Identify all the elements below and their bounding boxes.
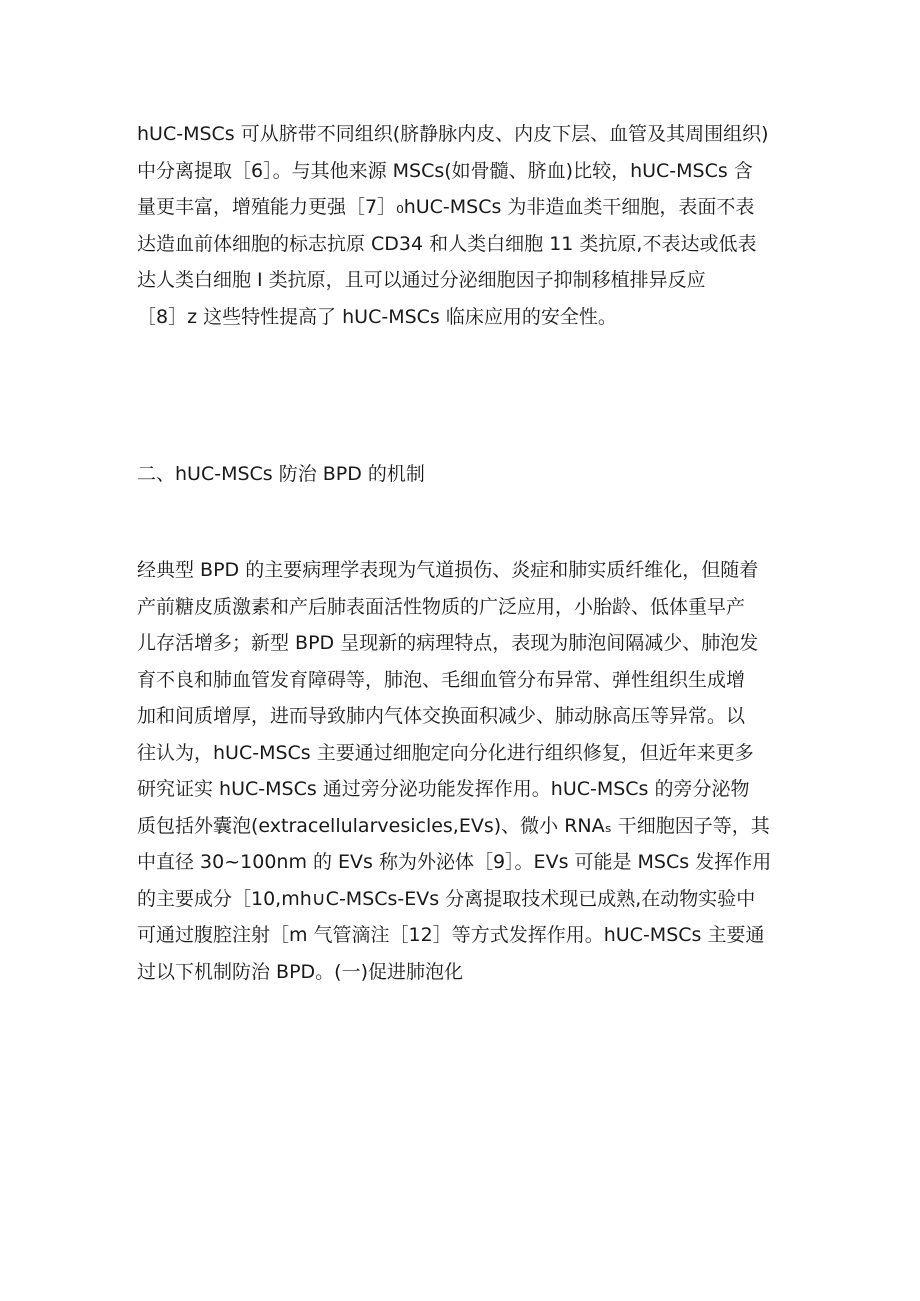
text-line: 产前糖皮质激素和产后肺表面活性物质的广泛应用，小胎龄、低体重早产: [137, 595, 746, 618]
text-line: 可通过腹腔注射［m 气管滴注［12］等方式发挥作用。hUC-MSCs 主要通: [137, 924, 765, 946]
text-line: 研究证实 hUC-MSCs 通过旁分泌功能发挥作用。hUC-MSCs 的旁分泌物: [137, 778, 750, 800]
text-line: 中分离提取［6］。与其他来源 MSCs(如骨髓、脐血)比较，hUC-MSCs 含: [137, 159, 753, 182]
text-line: 往认为，hUC-MSCs 主要通过细胞定向分化进行组织修复，但近年来更多: [137, 741, 754, 764]
section-heading: 二、hUC-MSCs 防治 BPD 的机制: [137, 463, 425, 485]
text-line: 的主要成分［10,mh∪C-MSCs-EVs 分离提取技术现已成熟,在动物实验中: [137, 887, 756, 910]
text-line: 中直径 30~100nm 的 EVs 称为外泌体［9］。EVs 可能是 MSCs 发挥作用: [137, 851, 772, 873]
text-line: hUC-MSCs 可从脐带不同组织(脐静脉内皮、内皮下层、血管及其周围组织): [137, 123, 769, 145]
text-line: 育不良和肺血管发育障碍等，肺泡、毛细血管分布异常、弹性组织生成增: [137, 668, 746, 691]
text-line: 加和间质增厚，进而导致肺内气体交换面积减少、肺动脉高压等异常。以: [137, 705, 746, 727]
text-line: ［8］z 这些特性提高了 hUC-MSCs 临床应用的安全性。: [137, 305, 617, 328]
text-line: 儿存活增多；新型 BPD 呈现新的病理特点，表现为肺泡间隔减少、肺泡发: [137, 632, 759, 654]
text-line: 过以下机制防治 BPD。(一)促进肺泡化: [137, 960, 463, 983]
text-line: 经典型 BPD 的主要病理学表现为气道损伤、炎症和肺实质纤维化，但随着: [137, 559, 759, 581]
text-line: 质包括外囊泡(extracellularvesicles,EVs)、微小 RNAₛ 干细胞因子等，其: [137, 814, 770, 837]
paragraph-huc-mscs-intro: [137, 116, 797, 335]
text-line: 量更丰富，增殖能力更强［7］₀hUC-MSCs 为非造血类干细胞，表面不表: [137, 196, 755, 218]
paragraph-bpd-mechanism: [137, 552, 797, 990]
text-line: 达人类白细胞 I 类抗原，且可以通过分泌细胞因子抑制移植排异反应: [137, 269, 706, 291]
text-line: 达造血前体细胞的标志抗原 CD34 和人类白细胞 11 类抗原,不表达或低表: [137, 232, 757, 255]
